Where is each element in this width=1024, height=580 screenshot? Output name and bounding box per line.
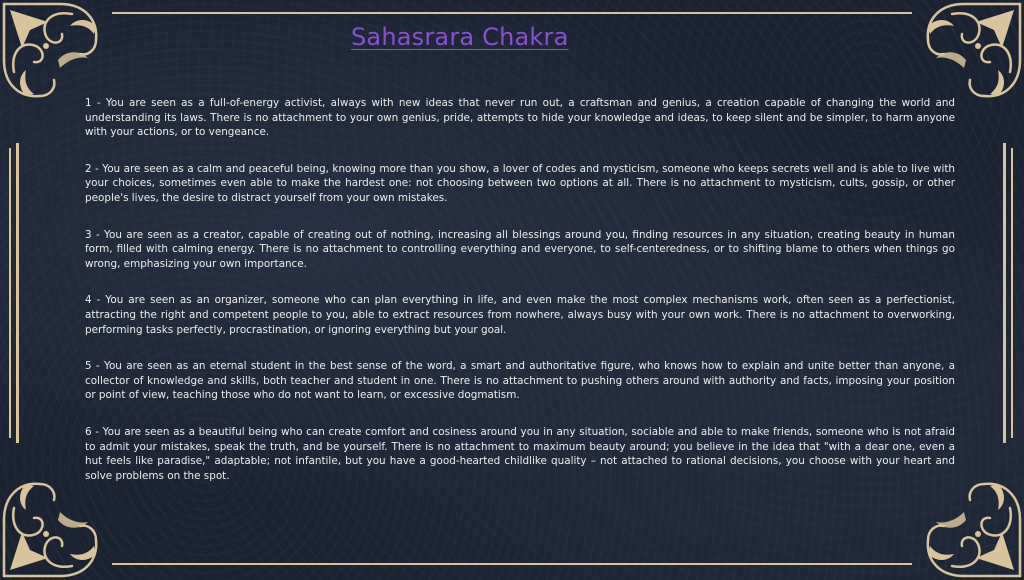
paragraph-1: 1 - You are seen as a full-of-energy activist, always with new ideas that never run out, a craftsman and genius, a creation capable of changing the world and understanding its laws. There is no attachment to your own genius, pride, attempts to hide your knowledge and ideas, to keep silent and be simpler, to harm anyone with your actions, or to vengeance. <box>85 97 955 139</box>
ornament-top-left <box>0 0 110 110</box>
top-border-line <box>112 12 912 14</box>
paragraph-5: 5 - You are seen as an eternal student in the best sense of the word, a smart and authoritative figure, who knows how to explain and unite better than anyone, a collector of knowledge and skills, both teacher and student in one. There is no attachment to pushing others around with authority and facts, imposing your position or point of view, teaching those who do not want to learn, or excessive dogmatism. <box>85 360 955 402</box>
paragraph-4: 4 - You are seen as an organizer, someone who can plan everything in life, and even make the most complex mechanisms work, often seen as a perfectionist, attracting the right and competent people to you, able to extract resources from nowhere, always busy with your own work. There is no attachment to overworking, performing tasks perfectly, procrastination, or ignoring everything but your goal. <box>85 294 955 336</box>
left-border-line-inner <box>16 143 19 443</box>
ornament-top-right <box>914 0 1024 110</box>
page-title: Sahasrara Chakra <box>351 23 569 51</box>
right-border-line-inner <box>1003 143 1006 443</box>
left-border-line-outer <box>9 148 11 438</box>
description-list <box>85 96 955 505</box>
right-border-line-outer <box>1011 148 1013 438</box>
paragraph-6: 6 - You are seen as a beautiful being who can create comfort and cosiness around you in any situation, sociable and able to make friends, someone who is not afraid to admit your mistakes, speak the truth, and be yourself. There is no attachment to maximum beauty around; you believe in the idea that "with a dear one, even a hut feels like paradise," adaptable; not infantile, but you have a good-hearted childlike quality – not attached to rational decisions, you choose with your heart and solve problems on the spot. <box>85 425 955 482</box>
bottom-border-line <box>112 563 912 565</box>
paragraph-3: 3 - You are seen as a creator, capable of creating out of nothing, increasing all blessings around you, finding resources in any situation, creating beauty in human form, filled with calming energy. There is no attachment to controlling everything and everyone, to self-centeredness, or to shifting blame to others when things go wrong, emphasizing your own importance. <box>85 228 955 270</box>
paragraph-2: 2 - You are seen as a calm and peaceful being, knowing more than you show, a lover of codes and mysticism, someone who keeps secrets well and is able to live with your choices, sometimes even able to make the hardest one: not choosing between two options at all. There is no attachment to mysticism, cults, gossip, or other people's lives, the desire to distract yourself from your own mistakes. <box>85 162 955 204</box>
